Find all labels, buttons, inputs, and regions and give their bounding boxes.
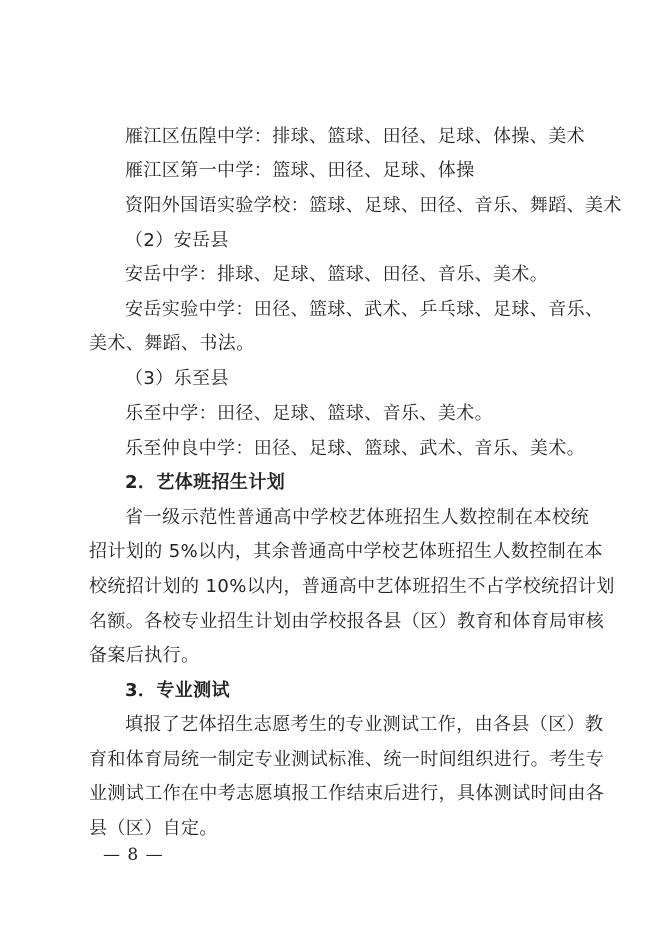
school-item-yanjiang-first: 雁江区第一中学：篮球、田径、足球、体操 — [125, 160, 475, 181]
school-item-anyue: 安岳中学：排球、足球、篮球、田径、音乐、美术。 — [125, 264, 549, 285]
paragraph-line: 填报了艺体招生志愿考生的专业测试工作，由各县（区）教 — [125, 714, 604, 735]
school-item-lezhi: 乐至中学：田径、足球、篮球、音乐、美术。 — [125, 403, 493, 424]
paragraph-line: 名额。各校专业招生计划由学校报各县（区）教育和体育局审核 — [89, 611, 605, 632]
school-item-yanjiang-wuhuang: 雁江区伍隍中学：排球、篮球、田径、足球、体操、美术 — [125, 126, 585, 147]
school-item-anyue-experimental: 安岳实验中学：田径、篮球、武术、乒乓球、足球、音乐、 — [125, 299, 604, 320]
county-heading-lezhi: （3）乐至县 — [125, 368, 229, 389]
school-item-anyue-experimental-cont: 美术、舞蹈、书法。 — [89, 333, 255, 354]
paragraph-line: 业测试工作在中考志愿填报工作结束后进行，具体测试时间由各 — [89, 783, 605, 804]
paragraph-line: 校统招计划的 10%以内，普通高中艺体班招生不占学校统招计划 — [89, 576, 615, 597]
school-item-ziyang-foreign-language: 资阳外国语实验学校：篮球、足球、田径、音乐、舞蹈、美术 — [125, 195, 622, 216]
paragraph-line: 备案后执行。 — [89, 645, 200, 666]
page-number: — 8 — — [103, 845, 164, 865]
paragraph-line: 招计划的 5%以内，其余普通高中学校艺体班招生人数控制在本 — [89, 541, 603, 562]
paragraph-line: 县（区）自定。 — [89, 818, 218, 839]
section-heading-enrollment-plan: 2．艺体班招生计划 — [125, 472, 286, 493]
school-item-lezhi-zhongliang: 乐至仲良中学：田径、足球、篮球、武术、音乐、美术。 — [125, 438, 585, 459]
paragraph-line: 育和体育局统一制定专业测试标准、统一时间组织进行。考生专 — [89, 749, 605, 770]
county-heading-anyue: （2）安岳县 — [125, 230, 229, 251]
section-heading-professional-test: 3．专业测试 — [125, 680, 230, 701]
paragraph-line: 省一级示范性普通高中学校艺体班招生人数控制在本校统 — [125, 507, 589, 528]
